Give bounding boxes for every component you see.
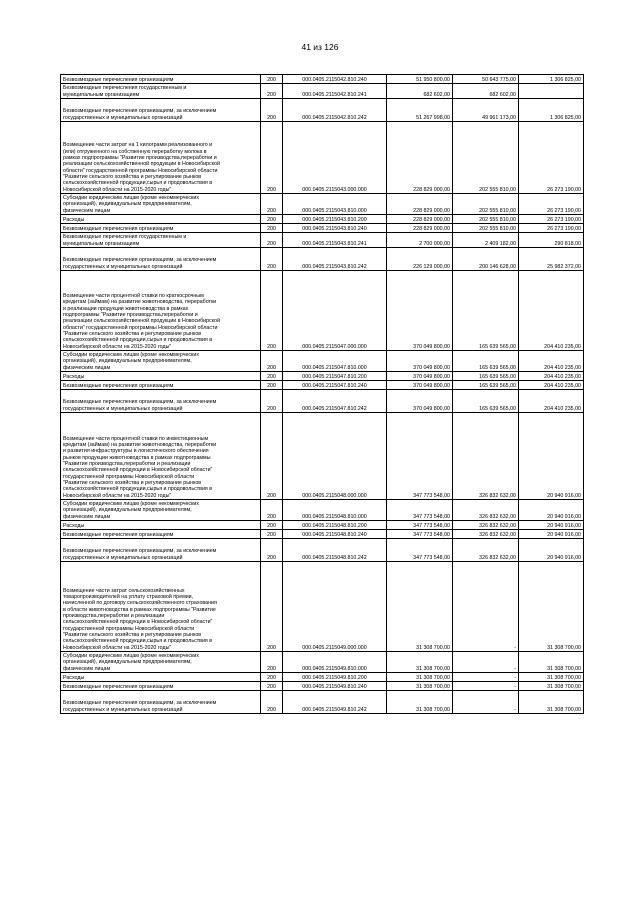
approved-amount-cell: 347 773 548,00 bbox=[387, 530, 453, 539]
table-row bbox=[61, 215, 584, 224]
indicator-name-cell: Субсидии юридическим лицам (кроме некоммерческих организаций), индивидуальным предпринимателям, физическим лицам bbox=[61, 652, 261, 673]
approved-amount-cell: 370 049 800,00 bbox=[387, 390, 453, 413]
table-row bbox=[61, 351, 584, 372]
unexecuted-amount-cell: 20 940 916,00 bbox=[519, 539, 584, 562]
approved-amount-cell: 228 829 000,00 bbox=[387, 194, 453, 215]
approved-amount-cell: 347 773 548,00 bbox=[387, 539, 453, 562]
executed-amount-cell: 165 639 565,00 bbox=[453, 390, 519, 413]
line-code-cell: 200 bbox=[261, 530, 283, 539]
budget-execution-table bbox=[60, 74, 584, 714]
executed-amount-cell: - bbox=[453, 682, 519, 691]
indicator-name-cell: Расходы bbox=[61, 673, 261, 682]
classification-code-cell: 000.0405.2115047.810.240 bbox=[283, 381, 387, 390]
line-code-cell: 200 bbox=[261, 271, 283, 351]
classification-code-cell: 000.0405.2115043.810.241 bbox=[283, 233, 387, 248]
table-row bbox=[61, 390, 584, 413]
indicator-name-cell: Безвозмездные перечисления организациям bbox=[61, 530, 261, 539]
classification-code-cell: 000.0405.2115043.810.000 bbox=[283, 194, 387, 215]
executed-amount-cell: 326 832 632,00 bbox=[453, 521, 519, 530]
unexecuted-amount-cell: 31 308 700,00 bbox=[519, 673, 584, 682]
classification-code-cell: 000.0405.2115047.810.000 bbox=[283, 351, 387, 372]
indicator-name-cell: Возмещение части затрат сельскохозяйственных товаропроизводителей на уплату страховой премии, начисленной по договору сельскохозяйственного страхования в области животноводства в рамках подпрограммы "Развитие производства,переработки и реализации сельскохозяйственной продукции в Новосибирской области" государственной программы Новосибирской области "Развитие сельского хозяйства и регулирование рынков сельскохозяйственной продукции,сырья и продовольствия в Новосибирской области на 2015-2020 годы" bbox=[61, 562, 261, 652]
indicator-name-cell: Субсидии юридическим лицам (кроме некоммерческих организаций), индивидуальным предпринимателям, физическим лицам bbox=[61, 500, 261, 521]
unexecuted-amount-cell: 204 410 235,00 bbox=[519, 271, 584, 351]
line-code-cell: 200 bbox=[261, 413, 283, 500]
line-code-cell: 200 bbox=[261, 673, 283, 682]
unexecuted-amount-cell: 204 410 235,00 bbox=[519, 351, 584, 372]
classification-code-cell: 000.0405.2115047.810.242 bbox=[283, 390, 387, 413]
unexecuted-amount-cell: 26 273 190,00 bbox=[519, 215, 584, 224]
executed-amount-cell: - bbox=[453, 673, 519, 682]
unexecuted-amount-cell: 26 273 190,00 bbox=[519, 194, 584, 215]
table-row bbox=[61, 99, 584, 122]
table-row bbox=[61, 75, 584, 84]
executed-amount-cell: 50 643 775,00 bbox=[453, 75, 519, 84]
classification-code-cell: 000.0405.2115049.810.000 bbox=[283, 652, 387, 673]
classification-code-cell: 000.0405.2115042.810.240 bbox=[283, 75, 387, 84]
table-row bbox=[61, 233, 584, 248]
approved-amount-cell: 226 129 000,00 bbox=[387, 248, 453, 271]
unexecuted-amount-cell: 31 308 700,00 bbox=[519, 562, 584, 652]
unexecuted-amount-cell: 26 273 190,00 bbox=[519, 122, 584, 194]
table-row bbox=[61, 194, 584, 215]
indicator-name-cell: Субсидии юридическим лицам (кроме некоммерческих организаций), индивидуальным предпринимателям, физическим лицам bbox=[61, 351, 261, 372]
classification-code-cell: 000.0405.2115049.000.000 bbox=[283, 562, 387, 652]
indicator-name-cell: Безвозмездные перечисления организациям bbox=[61, 224, 261, 233]
approved-amount-cell: 370 049 800,00 bbox=[387, 381, 453, 390]
classification-code-cell: 000.0405.2115043.000.000 bbox=[283, 122, 387, 194]
indicator-name-cell: Безвозмездные перечисления организациям, за исключением государственных и муниципальных организаций bbox=[61, 248, 261, 271]
approved-amount-cell: 31 308 700,00 bbox=[387, 652, 453, 673]
unexecuted-amount-cell bbox=[519, 84, 584, 99]
line-code-cell: 200 bbox=[261, 381, 283, 390]
line-code-cell: 200 bbox=[261, 372, 283, 381]
approved-amount-cell: 347 773 548,00 bbox=[387, 500, 453, 521]
executed-amount-cell: - bbox=[453, 652, 519, 673]
classification-code-cell: 000.0405.2115042.810.242 bbox=[283, 99, 387, 122]
line-code-cell: 200 bbox=[261, 351, 283, 372]
line-code-cell: 200 bbox=[261, 652, 283, 673]
approved-amount-cell: 31 308 700,00 bbox=[387, 691, 453, 714]
table-row bbox=[61, 539, 584, 562]
unexecuted-amount-cell: 31 308 700,00 bbox=[519, 691, 584, 714]
approved-amount-cell: 31 308 700,00 bbox=[387, 682, 453, 691]
indicator-name-cell: Расходы bbox=[61, 372, 261, 381]
indicator-name-cell: Безвозмездные перечисления организациям bbox=[61, 682, 261, 691]
line-code-cell: 200 bbox=[261, 691, 283, 714]
classification-code-cell: 000.0405.2115049.810.200 bbox=[283, 673, 387, 682]
approved-amount-cell: 51 950 800,00 bbox=[387, 75, 453, 84]
classification-code-cell: 000.0405.2115048.810.200 bbox=[283, 521, 387, 530]
unexecuted-amount-cell: 20 940 916,00 bbox=[519, 530, 584, 539]
executed-amount-cell: 165 639 565,00 bbox=[453, 372, 519, 381]
table-row bbox=[61, 521, 584, 530]
indicator-name-cell: Безвозмездные перечисления организациям bbox=[61, 381, 261, 390]
table-row bbox=[61, 248, 584, 271]
line-code-cell: 200 bbox=[261, 99, 283, 122]
indicator-name-cell: Безвозмездные перечисления организациям, за исключением государственных и муниципальных организаций bbox=[61, 99, 261, 122]
unexecuted-amount-cell: 1 306 825,00 bbox=[519, 75, 584, 84]
executed-amount-cell: 326 832 632,00 bbox=[453, 530, 519, 539]
unexecuted-amount-cell: 31 308 700,00 bbox=[519, 652, 584, 673]
approved-amount-cell: 347 773 548,00 bbox=[387, 521, 453, 530]
executed-amount-cell: 165 639 565,00 bbox=[453, 271, 519, 351]
classification-code-cell: 000.0405.2115043.810.240 bbox=[283, 224, 387, 233]
line-code-cell: 200 bbox=[261, 75, 283, 84]
page-number: 41 из 126 bbox=[301, 42, 339, 52]
executed-amount-cell: 2 409 182,00 bbox=[453, 233, 519, 248]
line-code-cell: 200 bbox=[261, 521, 283, 530]
unexecuted-amount-cell: 290 818,00 bbox=[519, 233, 584, 248]
executed-amount-cell: - bbox=[453, 562, 519, 652]
unexecuted-amount-cell: 20 940 916,00 bbox=[519, 500, 584, 521]
executed-amount-cell: 202 555 810,00 bbox=[453, 194, 519, 215]
classification-code-cell: 000.0405.2115043.810.200 bbox=[283, 215, 387, 224]
table-row bbox=[61, 562, 584, 652]
executed-amount-cell: 202 555 810,00 bbox=[453, 215, 519, 224]
indicator-name-cell: Расходы bbox=[61, 215, 261, 224]
unexecuted-amount-cell: 20 940 916,00 bbox=[519, 521, 584, 530]
executed-amount-cell: 326 832 632,00 bbox=[453, 539, 519, 562]
classification-code-cell: 000.0405.2115048.810.000 bbox=[283, 500, 387, 521]
line-code-cell: 200 bbox=[261, 224, 283, 233]
approved-amount-cell: 682 602,00 bbox=[387, 84, 453, 99]
indicator-name-cell: Безвозмездные перечисления организациям, за исключением государственных и муниципальных организаций bbox=[61, 691, 261, 714]
unexecuted-amount-cell: 204 410 235,00 bbox=[519, 372, 584, 381]
executed-amount-cell: 326 832 632,00 bbox=[453, 500, 519, 521]
unexecuted-amount-cell: 204 410 235,00 bbox=[519, 390, 584, 413]
classification-code-cell: 000.0405.2115048.810.240 bbox=[283, 530, 387, 539]
unexecuted-amount-cell: 20 940 916,00 bbox=[519, 413, 584, 500]
classification-code-cell: 000.0405.2115047.810.200 bbox=[283, 372, 387, 381]
classification-code-cell: 000.0405.2115049.810.240 bbox=[283, 682, 387, 691]
approved-amount-cell: 370 049 800,00 bbox=[387, 271, 453, 351]
indicator-name-cell: Безвозмездные перечисления организациям, за исключением государственных и муниципальных организаций bbox=[61, 390, 261, 413]
line-code-cell: 200 bbox=[261, 500, 283, 521]
indicator-name-cell: Расходы bbox=[61, 521, 261, 530]
classification-code-cell: 000.0405.2115048.000.000 bbox=[283, 413, 387, 500]
table-row bbox=[61, 530, 584, 539]
line-code-cell: 200 bbox=[261, 248, 283, 271]
table-body bbox=[61, 75, 584, 714]
table-row bbox=[61, 673, 584, 682]
indicator-name-cell: Безвозмездные перечисления организациям, за исключением государственных и муниципальных организаций bbox=[61, 539, 261, 562]
indicator-name-cell: Безвозмездные перечисления организациям bbox=[61, 75, 261, 84]
approved-amount-cell: 31 308 700,00 bbox=[387, 673, 453, 682]
table-row bbox=[61, 381, 584, 390]
line-code-cell: 200 bbox=[261, 194, 283, 215]
unexecuted-amount-cell: 204 410 235,00 bbox=[519, 381, 584, 390]
unexecuted-amount-cell: 26 273 190,00 bbox=[519, 224, 584, 233]
executed-amount-cell: 326 832 632,00 bbox=[453, 413, 519, 500]
indicator-name-cell: Безвозмездные перечисления государственным и муниципальным организациям bbox=[61, 233, 261, 248]
executed-amount-cell: 165 639 565,00 bbox=[453, 351, 519, 372]
line-code-cell: 200 bbox=[261, 539, 283, 562]
table-row bbox=[61, 652, 584, 673]
table-row bbox=[61, 682, 584, 691]
approved-amount-cell: 51 267 998,00 bbox=[387, 99, 453, 122]
unexecuted-amount-cell: 1 306 825,00 bbox=[519, 99, 584, 122]
table-row bbox=[61, 224, 584, 233]
executed-amount-cell: 202 555 810,00 bbox=[453, 122, 519, 194]
executed-amount-cell: 202 555 810,00 bbox=[453, 224, 519, 233]
line-code-cell: 200 bbox=[261, 390, 283, 413]
line-code-cell: 200 bbox=[261, 562, 283, 652]
approved-amount-cell: 228 829 000,00 bbox=[387, 224, 453, 233]
classification-code-cell: 000.0405.2115043.810.242 bbox=[283, 248, 387, 271]
table-row bbox=[61, 500, 584, 521]
table-row bbox=[61, 372, 584, 381]
approved-amount-cell: 370 049 800,00 bbox=[387, 372, 453, 381]
executed-amount-cell: 49 961 173,00 bbox=[453, 99, 519, 122]
executed-amount-cell: 200 146 628,00 bbox=[453, 248, 519, 271]
indicator-name-cell: Субсидии юридическим лицам (кроме некоммерческих организаций), индивидуальным предпринимателям, физическим лицам bbox=[61, 194, 261, 215]
table-row bbox=[61, 271, 584, 351]
executed-amount-cell: 165 639 565,00 bbox=[453, 381, 519, 390]
line-code-cell: 200 bbox=[261, 233, 283, 248]
indicator-name-cell: Возмещение части затрат на 1 килограмм реализованного и (или) отгруженного на собственную переработку молока в рамках подпрограммы "Развитие производства,переработки и реализации сельскохозяйственной продукции в Новосибирской области" государственной программы Новосибирской области "Развитие сельского хозяйства и регулирование рынков сельскохозяйственной продукции,сырья и продовольствия в Новосибирской области на 2015-2020 годы" bbox=[61, 122, 261, 194]
indicator-name-cell: Возмещение части процентной ставки по краткосрочным кредитам (займам) на развитие животноводства, переработки и реализации продукции животноводства в рамках подпрограммы "Развитие производства,переработки и реализации сельскохозяйственной продукции в Новосибирской области" государственной программы Новосибирской области "Развитие сельского хозяйства и регулирование рынков сельскохозяйственной продукции,сырья и продовольствия в Новосибирской области на 2015-2020 годы" bbox=[61, 271, 261, 351]
executed-amount-cell: - bbox=[453, 691, 519, 714]
line-code-cell: 200 bbox=[261, 682, 283, 691]
unexecuted-amount-cell: 25 982 372,00 bbox=[519, 248, 584, 271]
line-code-cell: 200 bbox=[261, 215, 283, 224]
classification-code-cell: 000.0405.2115049.810.242 bbox=[283, 691, 387, 714]
table-row bbox=[61, 122, 584, 194]
approved-amount-cell: 347 773 548,00 bbox=[387, 413, 453, 500]
classification-code-cell: 000.0405.2115048.810.242 bbox=[283, 539, 387, 562]
approved-amount-cell: 228 829 000,00 bbox=[387, 122, 453, 194]
executed-amount-cell: 682 602,00 bbox=[453, 84, 519, 99]
indicator-name-cell: Возмещение части процентной ставки по инвестиционным кредитам (займам) на развитие животноводства, переработки и развития инфраструктуры и логистического обеспечения рынков продукции животноводства в рамках подпрограммы "Развитие производства,переработки и реализации сельскохозяйственной продукции в Новосибирской области" государственной программы Новосибирской области "Развитие сельского хозяйства и регулирование рынков сельскохозяйственной продукции,сырья и продовольствия в Новосибирской области на 2015-2020 годы" bbox=[61, 413, 261, 500]
approved-amount-cell: 228 829 000,00 bbox=[387, 215, 453, 224]
classification-code-cell: 000.0405.2115042.810.241 bbox=[283, 84, 387, 99]
table-row bbox=[61, 413, 584, 500]
table-row bbox=[61, 691, 584, 714]
indicator-name-cell: Безвозмездные перечисления государственным и муниципальным организациям bbox=[61, 84, 261, 99]
line-code-cell: 200 bbox=[261, 122, 283, 194]
classification-code-cell: 000.0405.2115047.000.000 bbox=[283, 271, 387, 351]
approved-amount-cell: 31 308 700,00 bbox=[387, 562, 453, 652]
approved-amount-cell: 2 700 000,00 bbox=[387, 233, 453, 248]
line-code-cell: 200 bbox=[261, 84, 283, 99]
approved-amount-cell: 370 049 800,00 bbox=[387, 351, 453, 372]
table-row bbox=[61, 84, 584, 99]
unexecuted-amount-cell: 31 308 700,00 bbox=[519, 682, 584, 691]
